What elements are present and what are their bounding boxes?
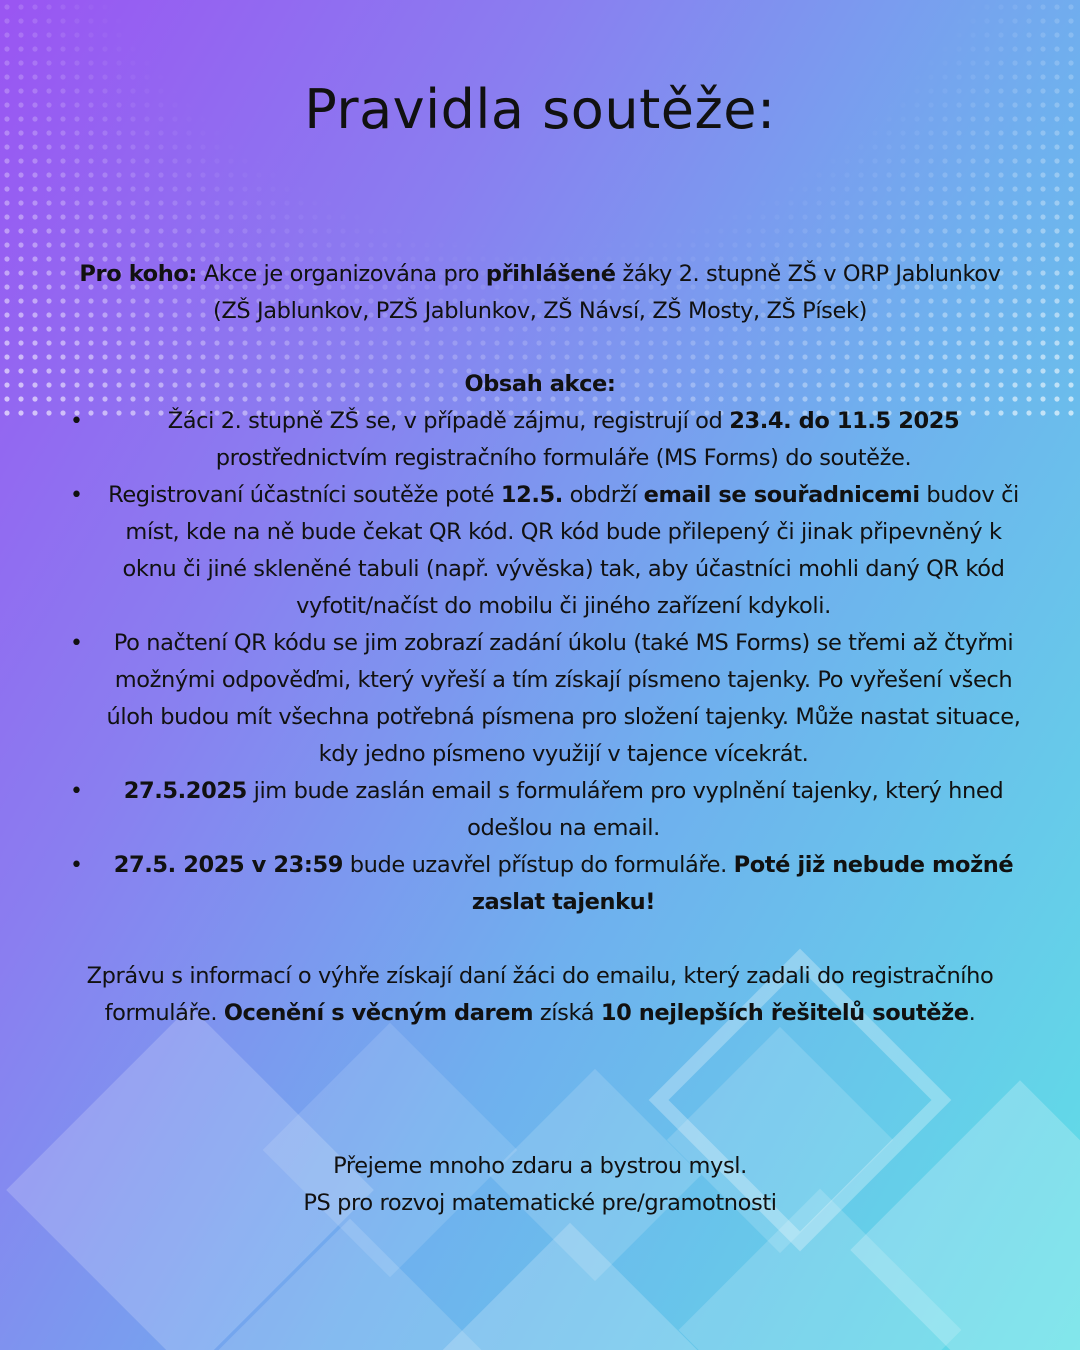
rules-list <box>60 403 1025 921</box>
page-title: Pravidla soutěže: <box>304 78 776 141</box>
closing-text <box>60 1148 1020 1222</box>
list-item: • Registrovaní účastníci soutěže poté 12.5. obdrží email se souřadnicemi budov či míst, kde na ně bude čekat QR kód. QR kód bude přilepený či jinak připevněný k oknu či jiné skleněné tabuli (např. vývěska) tak, aby účastníci mohli daný QR kód vyfotit/načíst do mobilu či jiného zařízení kdykoli. <box>60 477 1025 625</box>
list-item: • Po načtení QR kódu se jim zobrazí zadání úkolu (také MS Forms) se třemi až čtyřmi možnými odpověďmi, který vyřeší a tím získají písmeno tajenky. Po vyřešení všech úloh budou mít všechna potřebná písmena pro složení tajenky. Může nastat situace, kdy jedno písmeno využijí v tajence vícekrát. <box>60 625 1025 773</box>
section-heading: Obsah akce: <box>464 371 616 397</box>
closing-wish: Přejeme mnoho zdaru a bystrou mysl. <box>333 1153 747 1179</box>
bullet-icon: • <box>70 483 83 508</box>
closing-signature: PS pro rozvoj matematické pre/gramotnosti <box>303 1190 777 1216</box>
bullet-icon: • <box>70 779 83 804</box>
list-item: • Žáci 2. stupně ZŠ se, v případě zájmu, registrují od 23.4. do 11.5 2025 prostřednictvím registračního formuláře (MS Forms) do soutěže. <box>60 403 1025 477</box>
list-item: • 27.5. 2025 v 23:59 bude uzavřel přístup do formuláře. Poté již nebude možné zaslat tajenku! <box>60 847 1025 921</box>
list-item: • 27.5.2025 jim bude zaslán email s formulářem pro vyplnění tajenky, který hned odešlou na email. <box>60 773 1025 847</box>
bullet-icon: • <box>70 409 83 434</box>
bullet-icon: • <box>70 853 83 878</box>
prize-paragraph: Zprávu s informací o výhře získají daní žáci do emailu, který zadali do registračního formuláře. Ocenění s věcným darem získá 10 nejlepších řešitelů soutěže. <box>86 963 994 1026</box>
audience-label: Pro koho: <box>79 261 197 287</box>
audience-paragraph: Pro koho: Akce je organizována pro přihlášené žáky 2. stupně ZŠ v ORP Jablunkov (ZŠ Jablunkov, PZŠ Jablunkov, ZŠ Návsí, ZŠ Mosty, ZŠ Písek) <box>79 261 1001 324</box>
bullet-icon: • <box>70 631 83 656</box>
